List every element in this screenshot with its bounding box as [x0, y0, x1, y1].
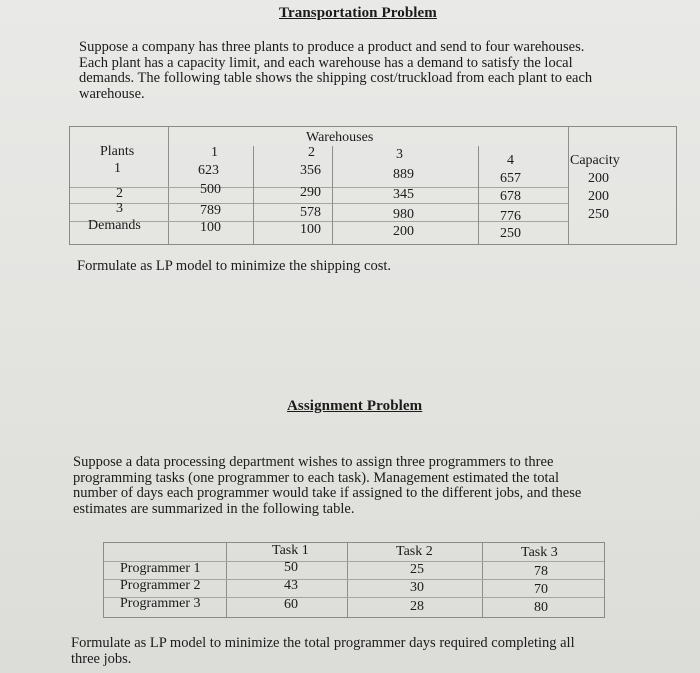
transportation-table [69, 126, 677, 245]
demand-cell: 250 [500, 226, 521, 241]
capacity-cell: 200 [588, 171, 609, 186]
assignment-table [103, 542, 605, 618]
intro-line: estimates are summarized in the following table. [73, 500, 355, 517]
capacity-header: Capacity [570, 153, 620, 168]
task-header: Task 3 [521, 545, 558, 560]
cost-cell: 290 [300, 185, 321, 200]
cost-cell: 356 [300, 163, 321, 178]
cost-cell: 500 [200, 182, 221, 197]
cost-cell: 678 [500, 189, 521, 204]
cost-cell: 657 [500, 171, 521, 186]
programmer-label: Programmer 1 [120, 561, 201, 576]
days-cell: 60 [284, 597, 298, 612]
cost-cell: 789 [200, 203, 221, 218]
capacity-cell: 200 [588, 189, 609, 204]
intro-line: Suppose a data processing department wishes to assign three programmers to three [73, 454, 554, 470]
instruction-line: three jobs. [71, 650, 132, 667]
days-cell: 25 [410, 562, 424, 577]
cost-cell: 889 [393, 167, 414, 182]
demand-cell: 100 [200, 220, 221, 235]
task-header: Task 2 [396, 544, 433, 559]
cost-cell: 980 [393, 207, 414, 222]
warehouse-label: 1 [211, 145, 218, 160]
days-cell: 78 [534, 564, 548, 579]
cost-cell: 578 [300, 205, 321, 220]
plant-label: 1 [114, 161, 121, 176]
cost-cell: 345 [393, 187, 414, 202]
intro-line: programming tasks (one programmer to each task). Management estimated the total [73, 469, 559, 486]
demands-label: Demands [88, 218, 141, 233]
warehouse-label: 2 [308, 145, 315, 160]
warehouses-header: Warehouses [306, 130, 374, 145]
days-cell: 80 [534, 600, 548, 615]
intro-line: Suppose a company has three plants to produce a product and send to four warehouses. [79, 39, 585, 55]
plant-label: 2 [116, 186, 123, 201]
assignment-intro [73, 455, 581, 517]
transportation-intro [79, 40, 592, 102]
task-header: Task 1 [272, 543, 309, 558]
intro-line: number of days each programmer would take if assigned to the different jobs, and these [73, 485, 582, 501]
days-cell: 43 [284, 578, 298, 593]
intro-line: demands. The following table shows the shipping cost/truckload from each plant to each [79, 70, 593, 86]
days-cell: 70 [534, 582, 548, 597]
intro-line: warehouse. [79, 85, 145, 102]
cost-cell: 776 [500, 209, 521, 224]
demand-cell: 200 [393, 224, 414, 239]
transportation-title: Transportation Problem [279, 5, 437, 21]
days-cell: 30 [410, 580, 424, 595]
transportation-instruction: Formulate as LP model to minimize the shipping cost. [77, 258, 391, 274]
days-cell: 28 [410, 599, 424, 614]
days-cell: 50 [284, 560, 298, 575]
cost-cell: 623 [198, 163, 219, 178]
warehouse-label: 3 [396, 147, 403, 162]
intro-line: Each plant has a capacity limit, and each warehouse has a demand to satisfy the local [79, 54, 573, 71]
assignment-instruction [71, 636, 575, 667]
instruction-line: Formulate as LP model to minimize the total programmer days required completing all [71, 635, 575, 651]
assignment-title: Assignment Problem [287, 398, 423, 414]
plants-header: Plants [100, 144, 135, 159]
capacity-cell: 250 [588, 207, 609, 222]
plant-label: 3 [116, 201, 123, 216]
demand-cell: 100 [300, 222, 321, 237]
warehouse-label: 4 [507, 153, 514, 168]
programmer-label: Programmer 3 [120, 596, 201, 611]
programmer-label: Programmer 2 [120, 578, 201, 593]
